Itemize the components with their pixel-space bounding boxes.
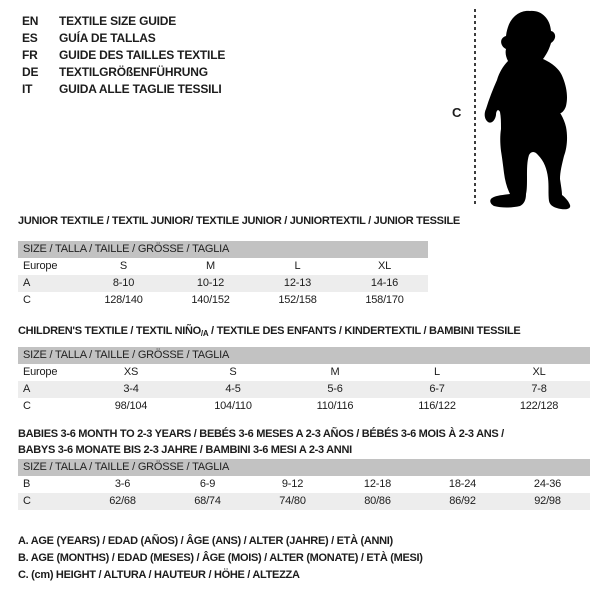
size-cell: 110/116 (316, 400, 354, 412)
section-title-line (18, 323, 520, 342)
size-cell: 14-16 (370, 277, 399, 289)
language-row (22, 47, 225, 64)
height-label: C (452, 105, 462, 120)
size-cell: 6-7 (429, 383, 445, 395)
language-code: FR (22, 48, 38, 62)
size-cell: 68/74 (194, 495, 221, 507)
section-title-line (18, 213, 460, 229)
row-label: A (23, 383, 31, 395)
table-row (18, 292, 428, 309)
row-label: C (23, 495, 31, 507)
size-cell: 152/158 (278, 294, 317, 306)
size-cell: 5-6 (327, 383, 343, 395)
size-cell: 128/140 (104, 294, 143, 306)
language-code: DE (22, 65, 39, 79)
size-cell: L (434, 366, 440, 378)
size-cell: 12-18 (363, 478, 392, 490)
section-title-line (18, 442, 504, 458)
language-title: GUIDA ALLE TAGLIE TESSILI (59, 82, 222, 96)
size-cell: 12-13 (283, 277, 312, 289)
babies-size-table (18, 459, 590, 510)
baby-silhouette-icon (477, 5, 589, 211)
size-cell: 18-24 (448, 478, 477, 490)
table-row (18, 364, 590, 381)
subscript-text: /A (200, 329, 209, 338)
size-cell: XS (123, 366, 139, 378)
row-label: C (23, 400, 31, 412)
size-cell: 80/86 (364, 495, 391, 507)
size-cell: L (294, 260, 301, 272)
table-size-header: SIZE / TALLA / TAILLE / GRÖSSE / TAGLIA (18, 347, 590, 364)
table-row (18, 381, 590, 398)
note-line: C. (cm) HEIGHT / ALTURA / HAUTEUR / HÖHE / ALTEZZA (18, 569, 300, 581)
title-text: BABIES 3-6 MONTH TO 2-3 YEARS / BEBÉS 3-6 MESES A 2-3 AÑOS / BÉBÉS 3-6 MOIS À 2-3 ANS / (18, 428, 504, 440)
height-reference-line (474, 9, 476, 207)
row-label: Europe (23, 366, 58, 378)
size-cell: 140/152 (191, 294, 230, 306)
language-list (22, 13, 225, 98)
row-label: Europe (23, 260, 58, 272)
title-text: JUNIOR TEXTILE / TEXTIL JUNIOR/ TEXTILE JUNIOR / JUNIORTEXTIL / JUNIOR TESSILE (18, 215, 460, 227)
section-title-line (18, 426, 504, 442)
size-cell: 62/68 (109, 495, 136, 507)
size-cell: 158/170 (365, 294, 404, 306)
table-row (18, 258, 428, 275)
language-code: ES (22, 31, 38, 45)
language-title: TEXTILE SIZE GUIDE (59, 14, 177, 28)
table-row (18, 275, 428, 292)
row-label: B (23, 478, 31, 490)
size-cell: 24-36 (533, 478, 562, 490)
size-cell: 3-6 (114, 478, 131, 490)
size-cell: XL (532, 366, 546, 378)
size-cell: 4-5 (225, 383, 241, 395)
table-size-header: SIZE / TALLA / TAILLE / GRÖSSE / TAGLIA (18, 459, 590, 476)
size-cell: M (206, 260, 215, 272)
size-cell: XL (377, 260, 392, 272)
size-cell: 98/104 (114, 400, 148, 412)
size-cell: 116/122 (418, 400, 456, 412)
title-text: CHILDREN'S TEXTILE / TEXTIL NIÑO (18, 325, 201, 337)
size-cell: S (119, 260, 128, 272)
table-row (18, 476, 590, 493)
size-cell: 104/110 (214, 400, 252, 412)
row-label: A (23, 277, 31, 289)
language-code: EN (22, 14, 39, 28)
table-row (18, 398, 590, 415)
language-row (22, 30, 225, 47)
size-cell: 10-12 (196, 277, 225, 289)
junior-size-table (18, 241, 428, 309)
row-label: C (23, 294, 31, 306)
babies-section-title (18, 426, 504, 458)
size-cell: 7-8 (531, 383, 547, 395)
table-row (18, 493, 590, 510)
size-cell: 9-12 (281, 478, 304, 490)
size-cell: 3-4 (123, 383, 139, 395)
table-size-header: SIZE / TALLA / TAILLE / GRÖSSE / TAGLIA (18, 241, 428, 258)
size-cell: 8-10 (112, 277, 135, 289)
title-text: / TEXTILE DES ENFANTS / KINDERTEXTIL / BAMBINI TESSILE (208, 325, 521, 337)
language-row (22, 64, 225, 81)
size-cell: S (229, 366, 237, 378)
language-title: TEXTILGRÖßENFÜHRUNG (59, 65, 208, 79)
note-line: B. AGE (MONTHS) / EDAD (MESES) / ÂGE (MOIS) / ALTER (MONATE) / ETÀ (MESI) (18, 552, 423, 564)
size-cell: 6-9 (199, 478, 216, 490)
size-cell: M (330, 366, 340, 378)
size-cell: 86/92 (449, 495, 476, 507)
language-code: IT (22, 82, 33, 96)
size-cell: 122/128 (519, 400, 559, 412)
title-text: BABYS 3-6 MONATE BIS 2-3 JAHRE / BAMBINI 3-6 MESI A 2-3 ANNI (18, 444, 352, 456)
note-line: A. AGE (YEARS) / EDAD (AÑOS) / ÂGE (ANS) / ALTER (JAHRE) / ETÀ (ANNI) (18, 535, 393, 547)
children-size-table (18, 347, 590, 415)
junior-section-title (18, 213, 460, 229)
size-cell: 74/80 (279, 495, 306, 507)
language-title: GUIDE DES TAILLES TEXTILE (59, 48, 226, 62)
language-row (22, 13, 225, 30)
size-cell: 92/98 (534, 495, 561, 507)
children-section-title (18, 323, 520, 342)
language-title: GUÍA DE TALLAS (59, 31, 156, 45)
legend-notes (18, 533, 423, 584)
language-row (22, 81, 225, 98)
